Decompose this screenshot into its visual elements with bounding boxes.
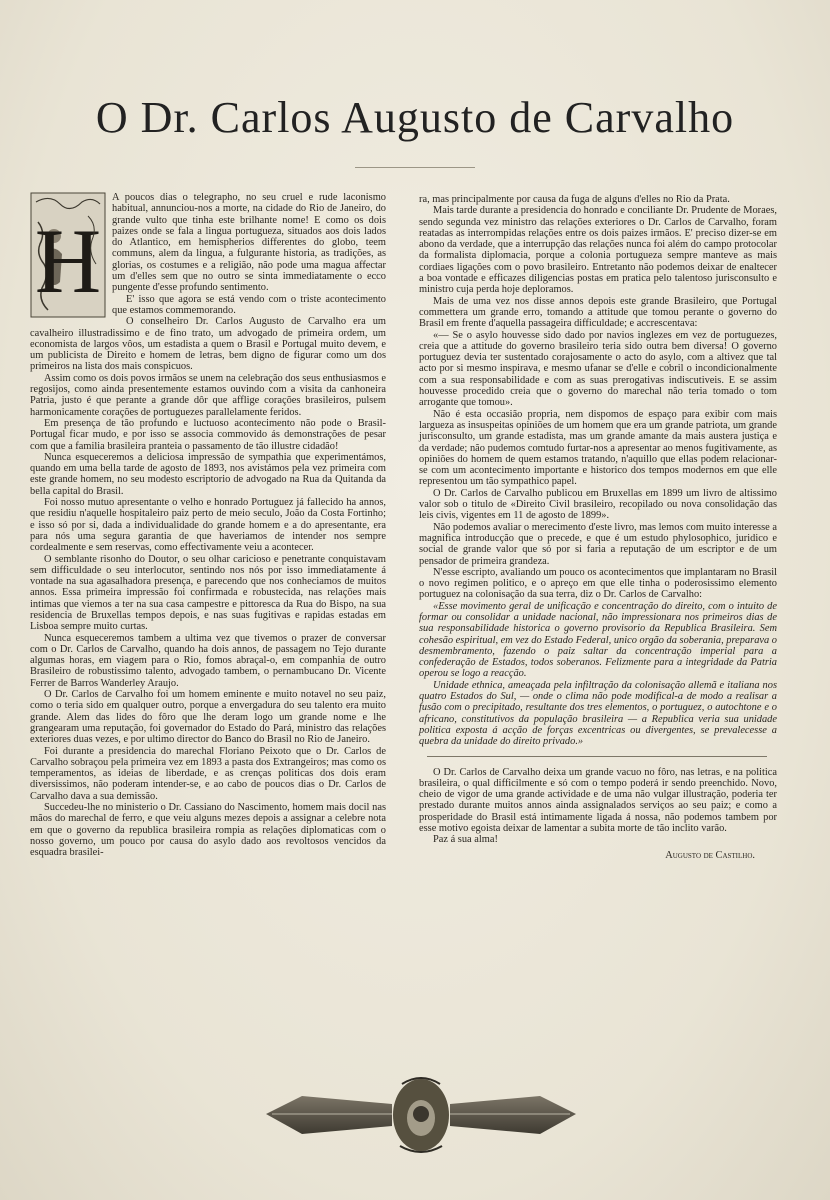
paragraph-left-11: Foi durante a presidencia do marechal Floriano Peixoto que o Dr. Carlos de Carvalho sobraçou pela primeira vez em 1893 a pasta dos Extrangeiros; mas como os temperamentos, as ideias de liberdade, e as crenças politicas dos dois eram diversissimos, não poderam intender-se, e ao cabo de poucos dias o Dr. Carlos de Carvalho dava a sua demissão. [30, 745, 386, 802]
paragraph-left-1: A poucos dias o telegrapho, no seu cruel e rude laconismo habitual, annunciou-nos a morte, na cidade do Rio de Janeiro, do grande vulto que tinha este brilhante nome! E como os dois paizes onde se fala a lingua portugueza, situados aos dois lados do Atlantico, em hemispherios differentes do globo, teem communs, alem da lingua, a fulgurante historia, as tradições, as glorias, os costumes e a religião, não pode uma magua affectar um d'elles sem que no outro se sinta immediatamente o ecco pungente d'esse profundo sentimento. [112, 192, 386, 294]
paragraph-left-2: E' isso que agora se está vendo com o triste acontecimento que estamos commemorando. [112, 293, 386, 316]
quote-right-2: Unidade ethnica, ameaçada pela infiltração da colonisação allemã e italiana nos quatro Estados do Sul, — onde o clima não pode modifical-a de modo a realisar a fusão com o precipitado, resultante dos tres elementos, o portuguez, o autochtone e o africano, constitutivos da população brasileira — a Republica veria sua unidade politica exposta á acção de forças excentricas ou divergentes, se prevalecesse a quebra da unidade do direito privado.» [419, 679, 777, 748]
paragraph-right-5: Não é esta occasião propria, nem dispomos de espaço para exibir com mais largueza as insuspeitas opiniões de um homem que era um grande patriota, um grande jurisconsulto, um grande estadista, mas um grande amante da mais austera justiça e da verdade; não pudemos comtudo furtar-nos a apresentar ao menos fugitivamente, as opiniões do homem de quem estamos tratando, n'aquillo que ellas podem relacionar-se com um acontecimento importante e historico dos tempos modernos em que elle representou um tão sympathico papel. [419, 408, 777, 488]
paragraph-right-7: Não podemos avaliar o merecimento d'este livro, mas lemos com muito interesse a magnifica introducção que o precede, e que é um estudo phylosophico, juridico e social de grande valor que só por si faria a reputação de um escriptor e de um pensador de primeira grandeza. [419, 521, 777, 567]
paragraph-left-10: O Dr. Carlos de Carvalho foi um homem eminente e muito notavel no seu paiz, como o teria sido em qualquer outro, porque a envergadura do seu talento era muito grande. Alem das lides do fôro que lhe deram logo um grande nome e lhe grangearam uma reputação, foi governador do Estado do Pará, ministro das relações exteriores duas vezes, e por ultimo director do Banco do Brasil no Rio de Janeiro. [30, 689, 386, 746]
article-title: O Dr. Carlos Augusto de Carvalho [95, 93, 735, 142]
paragraph-left-9: Nunca esqueceremos tambem a ultima vez que tivemos o prazer de conversar com o Dr. Carlos de Carvalho, quando ha dois annos, de passagem no Tejo durante algumas horas, em viagem para o Rio, fomos abraçal-o, em companhia de outro Brasileiro de robustissimo talento, advogado tambem, o pernambucano Dr. Vicente Ferrer de Barros Wanderley Araujo. [30, 632, 386, 689]
author-signature: Augusto de Castilho. [665, 849, 755, 861]
paragraph-left-4: Assim como os dois povos irmãos se unem na celebração dos seus enthusiasmos e regosijos, como ainda presentemente estamos ouvindo com a visita da canhoneira Patria, justo é que perante a grande dôr que afflige corações brasileiros, pulsem harmonicamente corações de portuguezes parallelamente feridos. [30, 372, 386, 418]
paragraph-right-12: Paz á sua alma! [433, 834, 498, 846]
left-column [30, 192, 386, 859]
ornate-initial-h-icon [30, 192, 106, 318]
right-column [419, 194, 777, 861]
section-divider [427, 756, 767, 757]
paragraph-right-4: «— Se o asylo houvesse sido dado por navios inglezes em vez de portuguezes, creia que a attitude do governo brasileiro teria sido outra bem diversa! O governo portuguez devia ter sustentado corajosamente o acto do asylo, com a altivez que tal acto por si mesmo inspirava, e mesmo ufanar se d'elle e cobril o incondicionalmente com a sua responsabilidade e com as suas prerogativas indiscutiveis. E se assim houvesse procedido creia que o governo do marechal não teria tomado o tom arrogante que tomou». [419, 329, 777, 409]
paragraph-left-5: Em presença de tão profundo e luctuoso acontecimento não pode o Brasil-Portugal ficar mudo, e por isso se associa commovido ás demonstrações de pesar com que a familia brasileira pranteia o passamento de tão illustre cidadão! [30, 417, 386, 452]
paragraph-left-8: O semblante risonho do Doutor, o seu olhar caricioso e penetrante conquistavam sem difficuldade o seu interlocutor, sentindo nos nós por isso immediatamente á vontade na sua agasalhadora presença, e parecendo que nos conheciamos de muitos annos. Essa primeira impressão foi confirmada e robustecida, nas relações mais intimas que viemos a ter na sua casa campestre e pittoresca da Rua do Bispo, na sua residencia de Bruxellas tempos depois, e nas suas fugitivas e rapidas estadas em Lisboa sempre muito curtas. [30, 553, 386, 633]
paragraph-right-3: Mais de uma vez nos disse annos depois este grande Brasileiro, que Portugal commettera um grande erro, tomando a attitude que tomou perante o governo do Brasil em frente d'aquella passageira difficuldade; e accrescentava: [419, 295, 777, 330]
paragraph-right-6: O Dr. Carlos de Carvalho publicou em Bruxellas em 1899 um livro de altissimo valor sob o titulo de «Direito Civil brasileiro, recopilado ou nova consolidação das leis civis, vigentes em 11 de agosto de 1899». [419, 487, 777, 522]
paragraph-left-7: Foi nosso mutuo apresentante o velho e honrado Portuguez já fallecido ha annos, que residiu n'aquelle hospitaleiro paiz perto de meio seculo, João da Costa Fortinho; e isso só por si, dada a individualidade do grande homem e a do apresentante, era para nós uma segura garantia de que haveriamos de intender nos sempre cordealmente e sem reservas, como effectivamente veiu a acontecer. [30, 497, 386, 554]
paragraph-left-3: O conselheiro Dr. Carlos Augusto de Carvalho era um cavalheiro illustradissimo e de fino trato, um advogado de primeira ordem, um economista de largos vôos, um estadista a quem o Brasil e Portugal muito devem, e um publicista de Direito e homem de letras, bem digno de figurar como um dos primeiros na lista dos mais conspicuos. [30, 316, 386, 373]
paragraph-right-1: ra, mas principalmente por causa da fuga de alguns d'elles no Rio da Prata. [419, 194, 730, 205]
paragraph-right-2: Mais tarde durante a presidencia do honrado e conciliante Dr. Prudente de Moraes, sendo segunda vez ministro das relações exteriores o Dr. Carlos de Carvalho, foram reatadas as interrompidas relações entre os dois paizes irmãos. E' preciso dizer-se em abono da verdade, que a interrupção das relações nunca foi além do campo protocolar da formalista diplomacia, porque a colonia portugueza sempre manteve as mais cordiaes ligações com o povo brasileiro. Entretanto não podemos deixar de enaltecer a boa vontade e efficazes diligencias postas em pratica pelo talentoso jurisconsulto e ministro cuja perda hoje deploramos. [419, 205, 777, 296]
quote-right-1: «Esse movimento geral de unificação e concentração do direito, com o intuito de formar ou consolidar a unidade nacional, não impressionara nos primeiros dias de sua responsabilidade historica o governo provisorio da Republica Brasileira. Sem cohesão espiritual, em vez do Estado Federal, unico orgão da soberania, preparava o desmembramento, fazendo o paiz saltar da concentração imperial para a confederação de Estados, todos soberanos. Felizmente para a integridade da Patria operou se logo a reacção. [419, 600, 777, 680]
ornamental-banner-vignette-icon [262, 1074, 580, 1156]
dropcap-letter: H [34, 210, 102, 312]
paragraph-right-8: N'esse escripto, avaliando um pouco os acontecimentos que implantaram no Brasil o novo regimen politico, e o apreço em que elle tinha o poderosissimo elemento portuguez na colonisação da sua terra, diz o Dr. Carlos de Carvalho: [419, 566, 777, 601]
paragraph-right-11: O Dr. Carlos de Carvalho deixa um grande vacuo no fôro, nas letras, e na politica brasileira, o qual difficilmente e só com o tempo poderá ir sendo preenchido. Novo, cheio de vigor de uma grande actividade e de uma não vulgar illustração, poderia ter prestado durante muitos annos ainda assignalados serviços ao seu paiz; e como a prosperidade do Brasil está intimamente ligada á nossa, não podemos tambem por esse motivo egoista deixar de lamentar a subita morte de tão inclito varão. [419, 766, 777, 835]
paragraph-left-12: Succedeu-lhe no ministerio o Dr. Cassiano do Nascimento, homem mais docil nas mãos do marechal de ferro, e que veiu alguns mezes depois a assignar a celebre nota em que o governo da republica brasileira rompia as relações diplomaticas com o nosso governo, um pouco por causa do asylo dado aos revoltosos vencidos da esquadra brasilei- [30, 802, 386, 859]
title-divider [355, 167, 475, 168]
paragraph-left-6: Nunca esqueceremos a deliciosa impressão de sympathia que experimentámos, quando em uma bella tarde de agosto de 1893, nos avistámos pela vez primeira com este grande homem, no seu modesto escriptorio de advogado na Rua da Quitanda da bella capital do Brasil. [30, 451, 386, 497]
